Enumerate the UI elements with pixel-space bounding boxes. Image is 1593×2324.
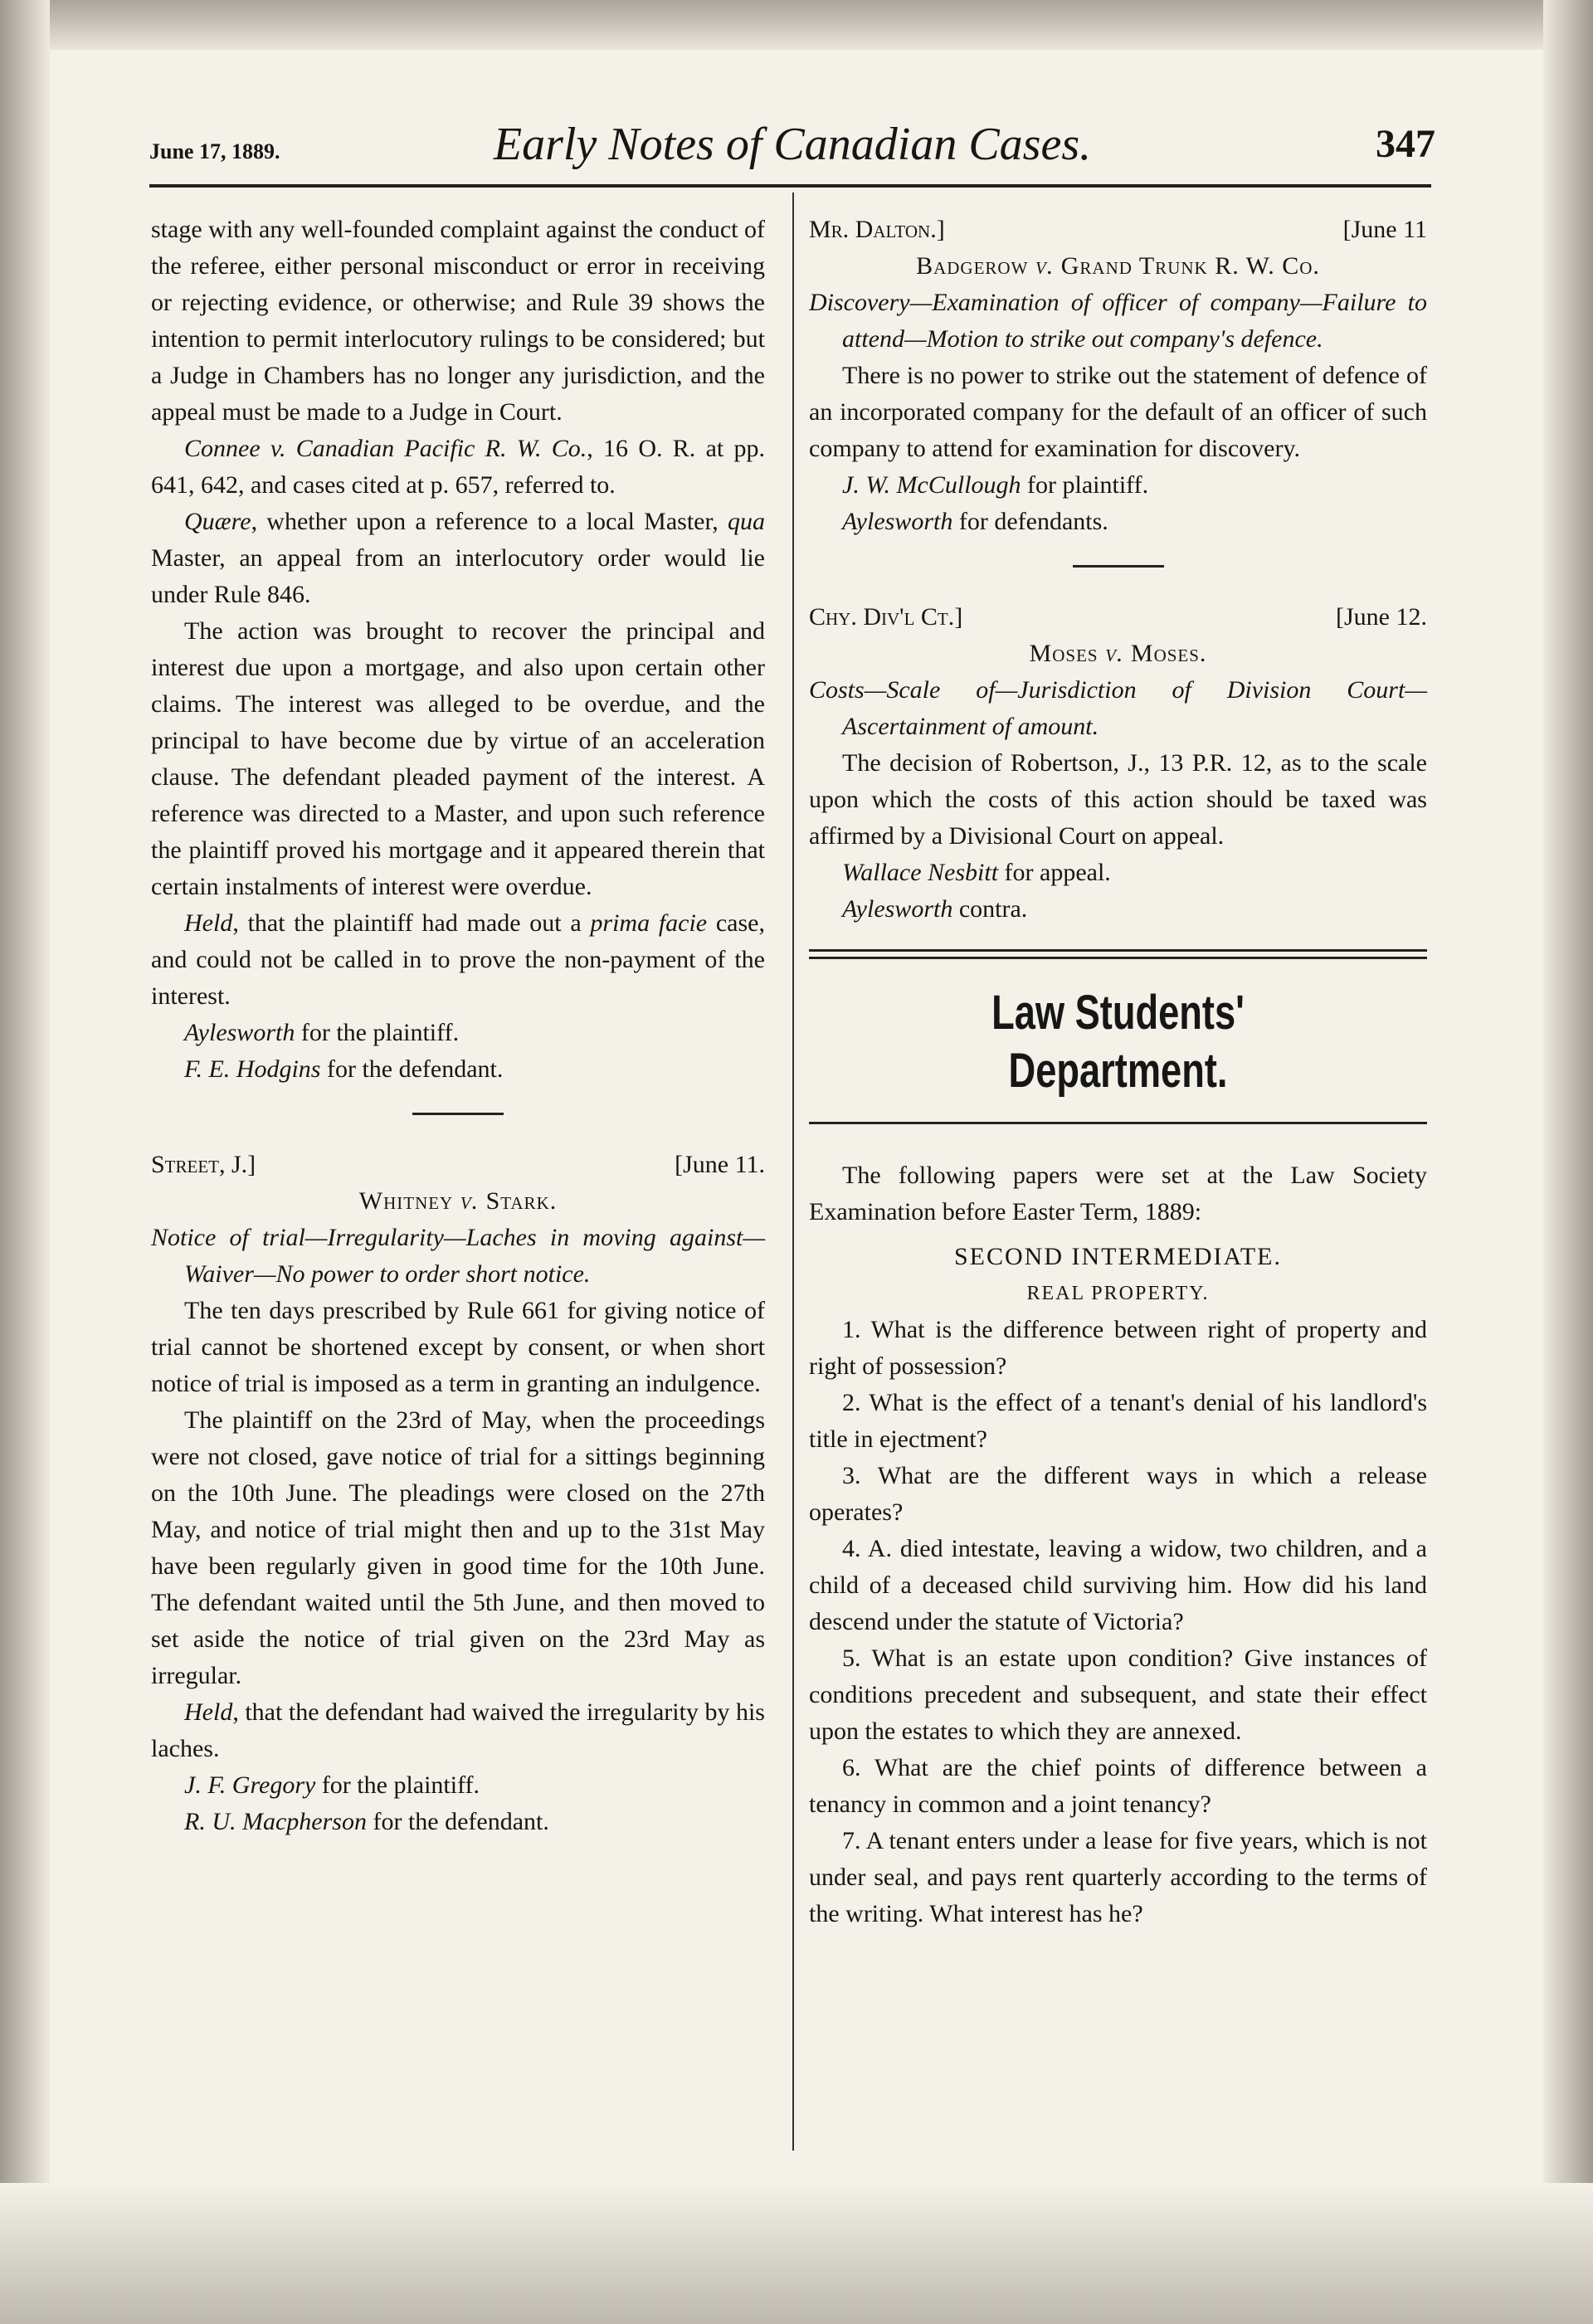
- case-heading: [151, 1147, 765, 1183]
- case-name: Connee v. Canadian Pacific R. W. Co.: [184, 435, 587, 462]
- scan-edge-left: [0, 0, 50, 2324]
- department-rule-bottom: [809, 1122, 1427, 1124]
- paragraph: Connee v. Canadian Pacific R. W. Co., 16 O. R. at pp. 641, 642, and cases cited at p. 657, referred to.: [151, 435, 765, 499]
- header-rule: [149, 184, 1431, 188]
- page-header: [149, 118, 1435, 176]
- department-rule-top: [809, 949, 1427, 959]
- scan-edge-bottom: [0, 2183, 1593, 2324]
- counsel-line: J. F. Gregory for the plaintiff.: [184, 1771, 480, 1799]
- paragraph: There is no power to strike out the statement of defence of an incorporated company for the default of an officer of such company to attend for examination for discovery.: [809, 362, 1427, 462]
- counsel-line: Aylesworth for defendants.: [842, 508, 1108, 535]
- section-rule: [1073, 565, 1164, 568]
- left-column: [151, 212, 765, 1840]
- exam-question: 6. What are the chief points of difference between a tenancy in common and a joint tenancy?: [809, 1754, 1427, 1818]
- case-headnote: Discovery—Examination of officer of company—Failure to attend—Motion to strike out company's defence.: [809, 289, 1427, 353]
- exam-question: 5. What is an estate upon condition? Give instances of conditions precedent and subsequent, and state their effect upon the estates to which they are annexed.: [809, 1644, 1427, 1745]
- court: Chy. Div'l Ct.]: [809, 603, 963, 631]
- case-date: [June 12.: [1336, 603, 1427, 631]
- counsel-line: Aylesworth for the plaintiff.: [184, 1019, 460, 1046]
- paragraph: Held, that the defendant had waived the irregularity by his laches.: [151, 1698, 765, 1762]
- judge: Street, J.]: [151, 1151, 256, 1178]
- exam-heading: SECOND INTERMEDIATE.: [954, 1243, 1282, 1270]
- header-date: June 17, 1889.: [149, 139, 280, 163]
- section-rule: [412, 1113, 504, 1115]
- right-column: [809, 212, 1427, 1932]
- paragraph: The ten days prescribed by Rule 661 for giving notice of trial cannot be shortened except by consent, or when short notice of trial is imposed as a term in granting an indulgence.: [151, 1297, 765, 1397]
- case-date: [June 11.: [675, 1151, 765, 1178]
- case-headnote: Notice of trial—Irregularity—Laches in moving against—Waiver—No power to order short notice.: [151, 1224, 765, 1288]
- column-divider: [792, 192, 794, 2151]
- exam-question: 3. What are the different ways in which a release operates?: [809, 1462, 1427, 1526]
- paragraph: Held, that the plaintiff had made out a prima facie case, and could not be called in to prove the non-payment of the interest.: [151, 909, 765, 1010]
- header-title: Early Notes of Canadian Cases.: [493, 119, 1092, 170]
- judge: Mr. Dalton.]: [809, 216, 945, 243]
- exam-question: 1. What is the difference between right of property and right of possession?: [809, 1316, 1427, 1380]
- exam-question: 4. A. died intestate, leaving a widow, two children, and a child of a deceased child surviving him. How did his land descend under the statute of Victoria?: [809, 1535, 1427, 1635]
- department-title: Law Students' Department.: [991, 986, 1245, 1098]
- paragraph: The following papers were set at the Law Society Examination before Easter Term, 1889:: [809, 1162, 1427, 1225]
- subject-heading: REAL PROPERTY.: [1026, 1283, 1210, 1304]
- case-headnote: Costs—Scale of—Jurisdiction of Division Court—Ascertainment of amount.: [809, 676, 1427, 740]
- counsel-line: J. W. McCullough for plaintiff.: [842, 471, 1149, 499]
- scan-edge-top: [0, 0, 1593, 50]
- exam-question: 7. A tenant enters under a lease for five years, which is not under seal, and pays rent quarterly according to the terms of the writing. What interest has he?: [809, 1827, 1427, 1927]
- exam-question: 2. What is the effect of a tenant's denial of his landlord's title in ejectment?: [809, 1389, 1427, 1453]
- case-title: Moses v. Moses.: [1029, 640, 1207, 667]
- case-title: Badgerow v. Grand Trunk R. W. Co.: [916, 252, 1320, 280]
- counsel-line: R. U. Macpherson for the defendant.: [184, 1808, 549, 1835]
- paragraph: Quære, whether upon a reference to a local Master, qua Master, an appeal from an interlocutory order would lie under Rule 846.: [151, 508, 765, 608]
- paragraph: The plaintiff on the 23rd of May, when the proceedings were not closed, gave notice of trial for a sittings beginning on the 10th June. The pleadings were closed on the 27th May, and notice of trial might then and up to the 31st May have been regularly given in good time for the 10th June. The defendant waited until the 5th June, and then moved to set aside the notice of trial given on the 23rd May as irregular.: [151, 1406, 765, 1689]
- case-date: [June 11: [1342, 216, 1427, 243]
- case-heading: [809, 599, 1427, 636]
- case-heading: [809, 212, 1427, 248]
- page-number: 347: [1376, 122, 1435, 166]
- counsel-line: Aylesworth contra.: [842, 895, 1028, 923]
- counsel-line: Wallace Nesbitt for appeal.: [842, 859, 1111, 886]
- case-title: Whitney v. Stark.: [358, 1187, 558, 1215]
- counsel-line: F. E. Hodgins for the defendant.: [184, 1055, 504, 1083]
- paragraph: stage with any well-founded complaint against the conduct of the referee, either personal misconduct or error in receiving or rejecting evidence, or otherwise; and Rule 39 shows the intention to permit interlocutory rulings to be considered; but a Judge in Chambers has no longer any jurisdiction, and the appeal must be made to a Judge in Court.: [151, 216, 765, 426]
- paragraph: The decision of Robertson, J., 13 P.R. 12, as to the scale upon which the costs of this action should be taxed was affirmed by a Divisional Court on appeal.: [809, 749, 1427, 850]
- scan-edge-right: [1543, 0, 1593, 2324]
- paragraph: The action was brought to recover the principal and interest due upon a mortgage, and also upon certain other claims. The interest was alleged to be overdue, and the principal to have become due by virtue of an acceleration clause. The defendant pleaded payment of the interest. A reference was directed to a Master, and upon such reference the plaintiff proved his mortgage and it appeared therein that certain instalments of interest were overdue.: [151, 617, 765, 900]
